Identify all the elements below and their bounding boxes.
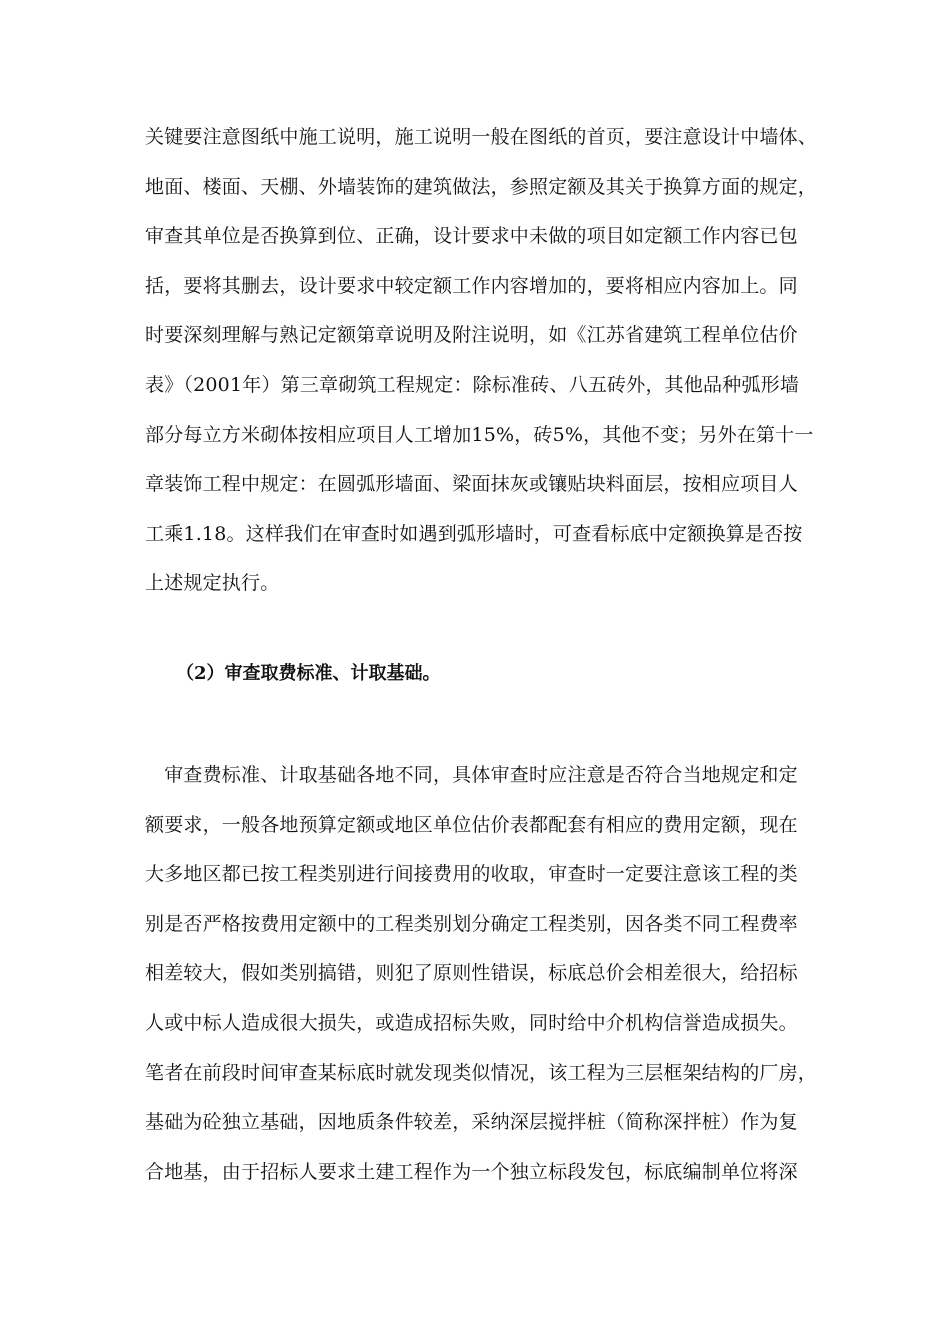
text-line: 审查费标准、计取基础各地不同，具体审查时应注意是否符合当地规定和定 [145, 764, 798, 786]
text-line: 表》（2001年）第三章砌筑工程规定：除标准砖、八五砖外，其他品种弧形墙 [145, 373, 800, 396]
text-line: 审查其单位是否换算到位、正确，设计要求中未做的项目如定额工作内容已包 [145, 225, 798, 248]
text-line: 章装饰工程中规定：在圆弧形墙面、梁面抹灰或镶贴块料面层，按相应项目人 [145, 473, 798, 496]
text-line: 笔者在前段时间审查某标底时就发现类似情况，该工程为三层框架结构的厂房， [145, 1061, 818, 1084]
text-line: 人或中标人造成很大损失，或造成招标失败，同时给中介机构信誉造成损失。 [145, 1011, 798, 1034]
text-line: 时要深刻理解与熟记定额第章说明及附注说明，如《江苏省建筑工程单位估价 [145, 324, 798, 347]
section-heading: （2）审查取费标准、计取基础。 [176, 663, 441, 684]
text-line: 大多地区都已按工程类别进行间接费用的收取，审查时一定要注意该工程的类 [145, 863, 798, 886]
text-line: 部分每立方米砌体按相应项目人工增加15%，砖5%，其他不变；另外在第十一 [145, 423, 814, 446]
text-line: 工乘1.18。这样我们在审查时如遇到弧形墙时，可查看标底中定额换算是否按 [145, 522, 803, 545]
text-line: 括，要将其删去，设计要求中较定额工作内容增加的，要将相应内容加上。同 [145, 274, 798, 297]
paragraph-1 [145, 120, 845, 616]
text-line: 额要求，一般各地预算定额或地区单位估价表都配套有相应的费用定额，现在 [145, 813, 798, 836]
text-line: 上述规定执行。 [145, 572, 280, 595]
text-line: 别是否严格按费用定额中的工程类别划分确定工程类别，因各类不同工程费率 [145, 912, 798, 935]
text-line: 基础为砼独立基础，因地质条件较差，采纳深层搅拌桩（简称深拌桩）作为复 [145, 1111, 798, 1134]
text-line: 相差较大，假如类别搞错，则犯了原则性错误，标底总价会相差很大，给招标 [145, 962, 798, 985]
text-line: 关键要注意图纸中施工说明，施工说明一般在图纸的首页，要注意设计中墙体、 [145, 126, 818, 148]
text-line: 地面、楼面、天棚、外墙装饰的建筑做法，参照定额及其关于换算方面的规定， [145, 175, 818, 198]
text-line: 合地基，由于招标人要求土建工程作为一个独立标段发包，标底编制单位将深 [145, 1160, 798, 1183]
paragraph-2 [145, 758, 845, 1204]
